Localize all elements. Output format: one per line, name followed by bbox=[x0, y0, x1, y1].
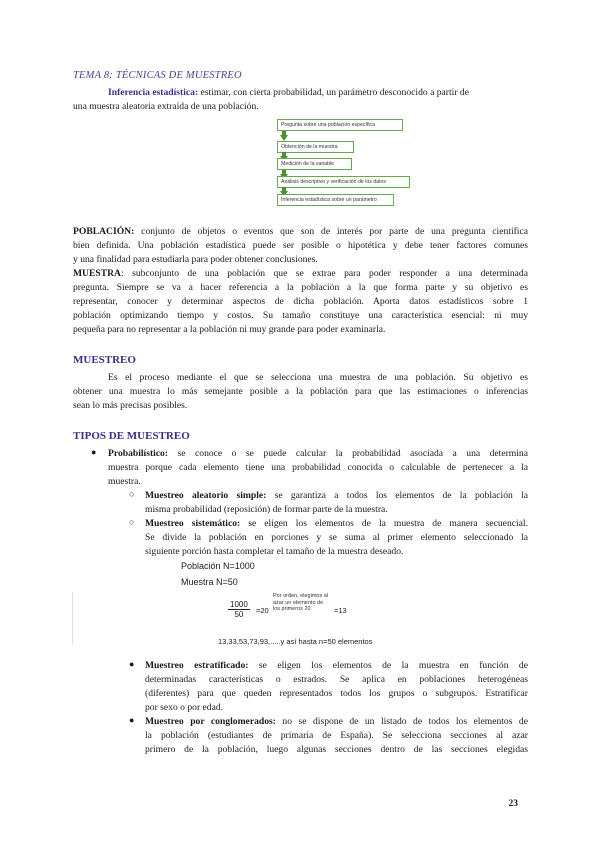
muestra-line-3: representar, conocer y determinar aspectos de dicha población. Aporta datos estadísticos sobre 1 bbox=[73, 296, 528, 307]
muestra-label: MUESTRA bbox=[73, 268, 121, 279]
bullet-icon: ● bbox=[129, 659, 135, 669]
estratificado-line-4: por sexo o por edad. bbox=[145, 702, 224, 713]
flow-step-3: Medición de la variable bbox=[277, 158, 352, 170]
sistematico-label: Muestreo sistemático: bbox=[145, 518, 241, 529]
fraction-denominator: 50 bbox=[234, 610, 244, 619]
conglomerados-line-2: la población (estudiantes de primaria de España). Se selecciona secciones al azar bbox=[145, 730, 528, 741]
flow-step-5: Inferencia estadística sobre un parámetro bbox=[277, 194, 394, 206]
page-title: TEMA 8: TÉCNICAS DE MUESTREO bbox=[73, 70, 242, 81]
conglomerados-line-1: Muestreo por conglomerados: no se dispone de un listado de todos los elementos de bbox=[145, 716, 528, 727]
muestreo-line-3: sean lo más precisas posibles. bbox=[73, 400, 188, 411]
flow-step-1: Pregunta sobre una población específica bbox=[277, 119, 403, 131]
sistematico-line-3: siguiente porción hasta completar el tamaño de la muestra deseado. bbox=[145, 546, 404, 557]
muestra-line-5: pequeña para no representar a la población ni muy grande para poder examinarla. bbox=[73, 324, 386, 335]
circle-bullet-icon: ○ bbox=[129, 517, 135, 527]
inferencia-line-2: una muestra aleatoria extraída de una población. bbox=[73, 101, 259, 112]
estratificado-line-3: (diferentes) para que queden representados todos los grupos o subgrupos. Estratificar bbox=[145, 688, 528, 699]
flow-step-2: Obtención de la muestra bbox=[277, 141, 354, 153]
fraction-numerator: 1000 bbox=[230, 600, 248, 609]
flow-step-4: Análisis descriptivo y verificación de los datos bbox=[277, 176, 410, 188]
conglomerados-line-3: primero de la población, luego algunas secciones dentro de las secciones elegidas bbox=[145, 744, 528, 755]
bullet-icon: ● bbox=[91, 447, 97, 457]
circle-bullet-icon: ○ bbox=[129, 489, 135, 499]
poblacion-line-3: y una finalidad para estudiarla para poder obtener conclusiones. bbox=[73, 254, 318, 265]
muestreo-line-1: Es el proceso mediante el que se selecciona una muestra de una población. Su objetivo es bbox=[108, 372, 528, 383]
estratificado-line-2: determinadas características o estrados. Se aplica en poblaciones heterogéneas bbox=[145, 674, 528, 685]
conglomerados-label: Muestreo por conglomerados: bbox=[145, 716, 276, 727]
inferencia-label: Inferencia estadística: bbox=[108, 87, 199, 98]
estratificado-label: Muestreo estratificado: bbox=[145, 660, 249, 671]
muestra-line-1: MUESTRA: subconjunto de una población que se extrae para poder responder a una determinada bbox=[73, 268, 528, 279]
probabilistico-label: Probabilístico: bbox=[108, 448, 169, 459]
divider bbox=[72, 592, 73, 644]
simple-line-2: misma probabilidad (reposición) de formar parte de la muestra. bbox=[145, 504, 388, 515]
bullet-icon: ● bbox=[129, 715, 135, 725]
probabilistico-line-1: Probabilístico: se conoce o se puede calcular la probabilidad asociada a una determina bbox=[108, 448, 528, 459]
tipos-heading: TIPOS DE MUESTREO bbox=[73, 430, 190, 442]
muestra-line-2: pregunta. Siempre se va a hacer referencia a la población a la que forma parte y su objetivo es bbox=[73, 282, 528, 293]
estratificado-line-1: Muestreo estratificado: se eligen los elementos de la muestra en función de bbox=[145, 660, 528, 671]
muestra-n: Muestra N=50 bbox=[181, 577, 238, 587]
simple-line-1: Muestreo aleatorio simple: se garantiza a todos los elementos de la población la bbox=[145, 490, 528, 501]
sistematico-line-2: Se divide la población en porciones y se suma al primer elemento seleccionado la bbox=[145, 532, 528, 543]
probabilistico-line-3: muestra. bbox=[108, 476, 141, 487]
sistematico-line-1: Muestreo sistemático: se eligen los elementos de la muestra de manera secuencial. bbox=[145, 518, 528, 529]
inferencia-line-1: Inferencia estadística: estimar, con cierta probabilidad, un parámetro desconocido a partir de bbox=[108, 87, 469, 98]
sequence-example: 13,33,53,73,93,.....y así hasta n=50 elementos bbox=[218, 637, 373, 646]
probabilistico-line-2: muestra porque cada elemento tiene una probabilidad conocida o calculable de pertenecer a la bbox=[108, 462, 528, 473]
fraction bbox=[228, 600, 250, 619]
poblacion-line-2: bien definida. Una población estadística puede ser posible o hipotética y debe tener factores comunes bbox=[73, 240, 528, 251]
result-13: =13 bbox=[334, 606, 347, 615]
selection-note: Por orden, elegimos al azar un elemento de los primeros 20 bbox=[273, 593, 329, 612]
result-20: =20 bbox=[256, 606, 269, 615]
poblacion-label: POBLACIÓN: bbox=[73, 226, 135, 237]
poblacion-line-1: POBLACIÓN: conjunto de objetos o eventos que son de interés por parte de una pregunta científica bbox=[73, 226, 528, 237]
poblacion-n: Población N=1000 bbox=[181, 561, 255, 571]
muestra-line-4: población optimizando tiempo y costos. Su tamaño constituye una característica esencial: ni muy bbox=[73, 310, 528, 321]
simple-label: Muestreo aleatorio simple: bbox=[145, 490, 267, 501]
muestreo-heading: MUESTREO bbox=[73, 354, 136, 366]
muestreo-line-2: obtener una muestra lo más semejante posible a la población para que las estimaciones o inferencias bbox=[73, 386, 528, 397]
page-number: 23 bbox=[508, 799, 518, 809]
